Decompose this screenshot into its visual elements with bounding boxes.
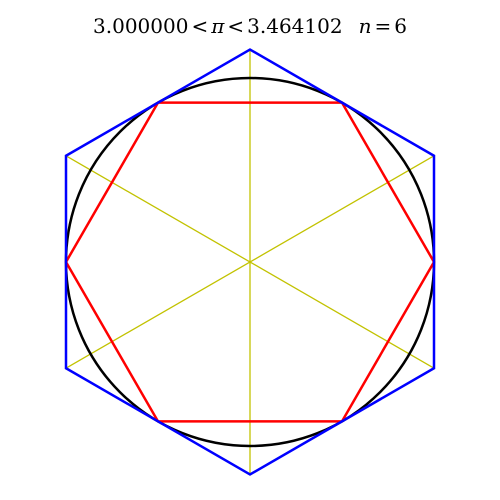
pi-symbol: π: [211, 14, 225, 38]
less-than-sign-1: <: [191, 14, 209, 38]
radial-lines: [66, 50, 434, 475]
n-label: n: [358, 14, 372, 38]
n-value: 6: [394, 14, 407, 38]
lower-bound: 3.000000: [93, 14, 189, 38]
upper-bound: 3.464102: [247, 14, 343, 38]
equals-sign: =: [374, 14, 392, 38]
less-than-sign-2: <: [227, 14, 245, 38]
